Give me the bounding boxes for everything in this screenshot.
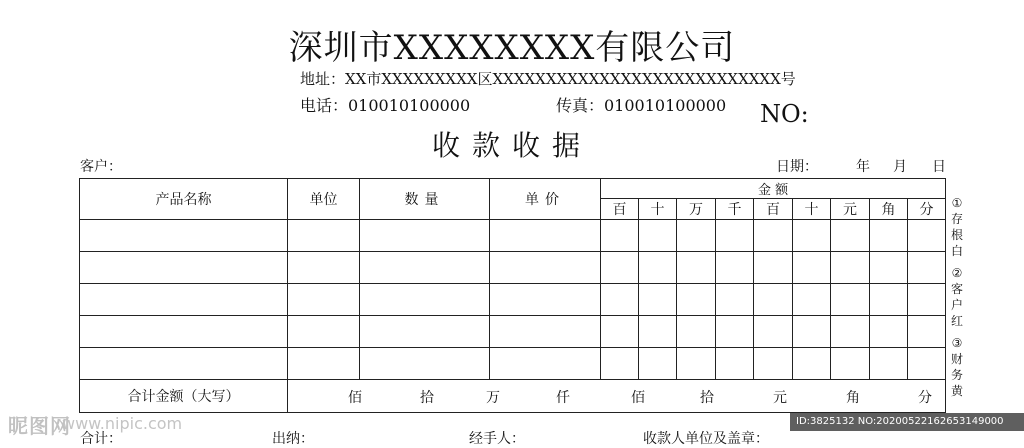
table-row bbox=[80, 316, 946, 348]
entry-cell[interactable] bbox=[360, 316, 490, 348]
entry-cell[interactable] bbox=[754, 348, 793, 380]
total-row bbox=[80, 380, 946, 413]
entry-cell[interactable] bbox=[80, 348, 288, 380]
entry-cell[interactable] bbox=[360, 284, 490, 316]
copy-char: 红 bbox=[950, 314, 963, 328]
entry-cell[interactable] bbox=[288, 220, 360, 252]
total-amount-label: 合计金额（大写） bbox=[80, 380, 288, 413]
total-amount-words[interactable] bbox=[288, 380, 946, 413]
entry-cell[interactable] bbox=[831, 348, 870, 380]
entry-cell[interactable] bbox=[360, 220, 490, 252]
total-unit-label: 拾 bbox=[700, 390, 714, 406]
entry-cell[interactable] bbox=[490, 220, 601, 252]
entry-cell[interactable] bbox=[677, 284, 716, 316]
total-unit-label: 万 bbox=[486, 390, 500, 406]
company-name: 深圳市XXXXXXXX有限公司 bbox=[288, 28, 736, 68]
entry-cell[interactable] bbox=[908, 284, 946, 316]
entry-cell[interactable] bbox=[754, 316, 793, 348]
entry-cell[interactable] bbox=[639, 348, 677, 380]
header-quantity: 数量 bbox=[360, 179, 490, 220]
receipt-title: 收款收据 bbox=[431, 129, 592, 162]
entry-cell[interactable] bbox=[754, 252, 793, 284]
table-row bbox=[80, 252, 946, 284]
digit-header-cell: 百 bbox=[601, 199, 639, 220]
company-phone: 电话：010010100000 bbox=[300, 96, 471, 115]
total-unit-label: 佰 bbox=[348, 390, 362, 406]
entry-cell[interactable] bbox=[288, 316, 360, 348]
digit-header-cell: 十 bbox=[793, 199, 831, 220]
entry-cell[interactable] bbox=[793, 348, 831, 380]
entry-cell[interactable] bbox=[601, 252, 639, 284]
entry-cell[interactable] bbox=[908, 252, 946, 284]
entry-cell[interactable] bbox=[490, 348, 601, 380]
table-row bbox=[80, 284, 946, 316]
entry-cell[interactable] bbox=[639, 284, 677, 316]
digit-header-cell: 千 bbox=[716, 199, 754, 220]
entry-cell[interactable] bbox=[639, 252, 677, 284]
entry-cell[interactable] bbox=[716, 348, 754, 380]
footer-total-label: 合计： bbox=[80, 431, 122, 447]
entry-cell[interactable] bbox=[716, 316, 754, 348]
digit-header-cell: 百 bbox=[754, 199, 793, 220]
entry-cell[interactable] bbox=[870, 316, 908, 348]
entry-cell[interactable] bbox=[490, 284, 601, 316]
entry-cell[interactable] bbox=[601, 220, 639, 252]
entry-cell[interactable] bbox=[601, 348, 639, 380]
copy-char: 存 bbox=[950, 212, 963, 226]
entry-cell[interactable] bbox=[793, 220, 831, 252]
digit-header-cell: 角 bbox=[870, 199, 908, 220]
copy-char: 客 bbox=[950, 282, 963, 296]
entry-cell[interactable] bbox=[288, 284, 360, 316]
table-row bbox=[80, 348, 946, 380]
copy-char: 户 bbox=[950, 298, 963, 312]
date-year: 年 bbox=[856, 159, 870, 175]
copy-char: 黄 bbox=[950, 384, 963, 398]
entry-cell[interactable] bbox=[831, 316, 870, 348]
receipt-number-label: NO: bbox=[760, 100, 809, 128]
entry-cell[interactable] bbox=[490, 252, 601, 284]
entry-cell[interactable] bbox=[80, 284, 288, 316]
entry-cell[interactable] bbox=[870, 284, 908, 316]
entry-cell[interactable] bbox=[831, 220, 870, 252]
header-unit-price: 单价 bbox=[490, 179, 601, 220]
entry-cell[interactable] bbox=[754, 220, 793, 252]
copy-char: 财 bbox=[950, 352, 963, 366]
entry-cell[interactable] bbox=[716, 284, 754, 316]
company-address: 地址：XX市XXXXXXXXX区XXXXXXXXXXXXXXXXXXXXXXXXXXX号 bbox=[300, 70, 796, 88]
entry-cell[interactable] bbox=[601, 284, 639, 316]
entry-cell[interactable] bbox=[831, 252, 870, 284]
entry-cell[interactable] bbox=[360, 252, 490, 284]
entry-cell[interactable] bbox=[870, 348, 908, 380]
footer-payee-label: 收款人单位及盖章： bbox=[643, 431, 769, 447]
entry-cell[interactable] bbox=[360, 348, 490, 380]
entry-cell[interactable] bbox=[601, 316, 639, 348]
entry-cell[interactable] bbox=[288, 348, 360, 380]
entry-cell[interactable] bbox=[793, 252, 831, 284]
copy-label bbox=[950, 336, 964, 398]
digit-header-cell: 万 bbox=[677, 199, 716, 220]
total-unit-label: 元 bbox=[773, 390, 787, 406]
copy-marker: ③ bbox=[951, 336, 963, 350]
entry-cell[interactable] bbox=[793, 316, 831, 348]
entry-cell[interactable] bbox=[677, 252, 716, 284]
copy-marker: ① bbox=[951, 196, 963, 210]
digit-header-cell: 十 bbox=[639, 199, 677, 220]
watermark-logo: 昵图网 bbox=[8, 414, 71, 438]
header-product-name: 产品名称 bbox=[80, 179, 288, 220]
entry-cell[interactable] bbox=[639, 316, 677, 348]
digit-header-cell: 元 bbox=[831, 199, 870, 220]
footer-cashier-label: 出纳： bbox=[272, 431, 314, 447]
entry-cell[interactable] bbox=[908, 348, 946, 380]
total-unit-label: 角 bbox=[846, 390, 860, 406]
entry-cell[interactable] bbox=[793, 284, 831, 316]
header-amount: 金 额 bbox=[601, 179, 946, 199]
entry-cell[interactable] bbox=[80, 252, 288, 284]
header-unit: 单位 bbox=[288, 179, 360, 220]
entry-cell[interactable] bbox=[288, 252, 360, 284]
receipt-table bbox=[79, 178, 946, 413]
copy-label bbox=[950, 196, 964, 258]
entry-cell[interactable] bbox=[677, 316, 716, 348]
date-label: 日期： bbox=[776, 159, 818, 175]
watermark-url: www.nipic.com bbox=[62, 414, 183, 433]
copy-char: 白 bbox=[950, 244, 963, 258]
copy-marker: ② bbox=[951, 266, 963, 280]
company-fax: 传真：010010100000 bbox=[556, 96, 727, 115]
entry-cell[interactable] bbox=[908, 316, 946, 348]
entry-cell[interactable] bbox=[870, 220, 908, 252]
entry-cell[interactable] bbox=[754, 284, 793, 316]
entry-cell[interactable] bbox=[490, 316, 601, 348]
date-month: 月 bbox=[893, 159, 907, 175]
entry-cell[interactable] bbox=[677, 220, 716, 252]
total-unit-label: 佰 bbox=[631, 390, 645, 406]
entry-cell[interactable] bbox=[716, 252, 754, 284]
copy-char: 务 bbox=[950, 368, 963, 382]
copy-char: 根 bbox=[950, 228, 963, 242]
entry-cell[interactable] bbox=[716, 220, 754, 252]
entry-cell[interactable] bbox=[908, 220, 946, 252]
digit-header-cell: 分 bbox=[908, 199, 946, 220]
entry-cell[interactable] bbox=[639, 220, 677, 252]
entry-cell[interactable] bbox=[677, 348, 716, 380]
total-unit-label: 分 bbox=[918, 390, 932, 406]
entry-cell[interactable] bbox=[80, 220, 288, 252]
date-day: 日 bbox=[932, 159, 946, 175]
footer-handler-label: 经手人： bbox=[469, 431, 525, 447]
entry-cell[interactable] bbox=[870, 252, 908, 284]
table-row bbox=[80, 220, 946, 252]
copy-label bbox=[950, 266, 964, 328]
entry-cell[interactable] bbox=[80, 316, 288, 348]
total-unit-label: 仟 bbox=[556, 390, 570, 406]
total-unit-label: 拾 bbox=[420, 390, 434, 406]
entry-cell[interactable] bbox=[831, 284, 870, 316]
watermark-id: ID:3825132 NO:20200522162653149000 bbox=[790, 413, 1024, 431]
customer-label: 客户： bbox=[80, 159, 122, 175]
